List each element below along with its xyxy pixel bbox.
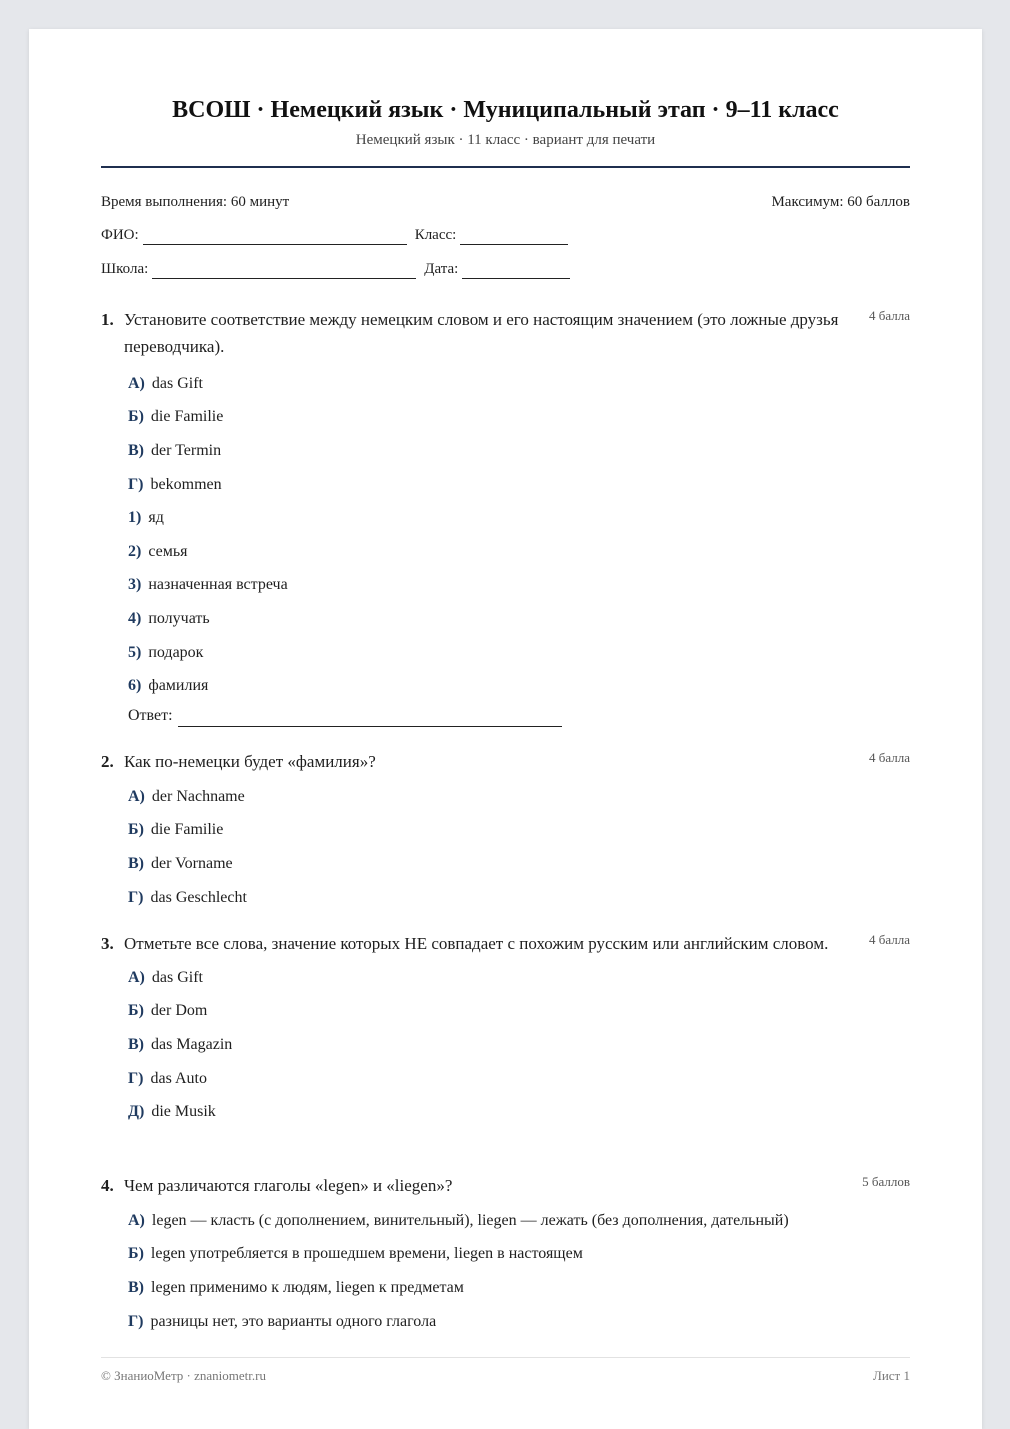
- class-label: Класс:: [414, 227, 457, 243]
- option-mark: 6): [128, 677, 142, 695]
- option-text: das Magazin: [151, 1035, 233, 1053]
- option-text: назначенная встреча: [148, 576, 288, 594]
- school-label: Школа:: [101, 261, 149, 277]
- option-text: das Gift: [151, 374, 203, 392]
- question-2: [101, 748, 910, 914]
- option-mark: А): [128, 1211, 145, 1229]
- option-mark: Г): [128, 888, 144, 906]
- option-text: семья: [148, 542, 188, 560]
- question-text: Установите соответствие между немецким словом и его настоящим значением (это ложные друзья переводчика).: [124, 310, 839, 356]
- option-mark: 1): [128, 509, 142, 527]
- option-mark: Г): [128, 475, 144, 493]
- option-text: das Geschlecht: [150, 888, 247, 906]
- date-label: Дата:: [424, 261, 459, 277]
- option-mark: А): [128, 787, 145, 805]
- option-mark: 4): [128, 609, 142, 627]
- option[interactable]: [128, 881, 910, 915]
- option-mark: 5): [128, 643, 142, 661]
- options-list: [128, 1204, 910, 1338]
- option-text: legen применимо к людям, liegen к предметам: [151, 1278, 464, 1296]
- option[interactable]: [128, 1271, 910, 1305]
- options-list: [128, 961, 910, 1129]
- option[interactable]: [128, 1204, 910, 1238]
- question-text: Отметьте все слова, значение которых НЕ совпадает с похожим русским или английским словом.: [124, 934, 829, 953]
- option[interactable]: [128, 669, 910, 703]
- question-header: [101, 1172, 910, 1199]
- option-mark: Б): [128, 821, 144, 839]
- option[interactable]: [128, 434, 910, 468]
- question-number: 4.: [101, 1176, 114, 1195]
- school-field[interactable]: [152, 263, 416, 279]
- options-list: [128, 780, 910, 914]
- option-text: der Dom: [150, 1002, 208, 1020]
- option[interactable]: [128, 814, 910, 848]
- option-text: получать: [148, 609, 210, 627]
- print-sheet: [29, 29, 982, 1429]
- footer-divider: [101, 1357, 910, 1358]
- option[interactable]: [128, 961, 910, 995]
- option-text: die Familie: [150, 821, 224, 839]
- question-points: 4 балла: [869, 750, 910, 765]
- option-text: разницы нет, это варианты одного глагола: [150, 1312, 437, 1330]
- question-header: [101, 748, 910, 775]
- option-mark: Б): [128, 408, 144, 426]
- option[interactable]: [128, 468, 910, 502]
- question-number: 2.: [101, 752, 114, 771]
- option[interactable]: [128, 501, 910, 535]
- fio-class-row: [101, 225, 576, 245]
- answer-label: Ответ:: [128, 706, 173, 724]
- class-field[interactable]: [460, 229, 568, 245]
- question-4: [101, 1172, 910, 1338]
- option-text: яд: [148, 509, 164, 527]
- header-divider: [101, 166, 910, 168]
- option-mark: Б): [128, 1002, 144, 1020]
- option[interactable]: [128, 602, 910, 636]
- question-number: 1.: [101, 310, 114, 329]
- question-points: 5 баллов: [862, 1174, 910, 1189]
- question-header: [101, 306, 910, 360]
- answer-row: [128, 705, 910, 727]
- option[interactable]: [128, 1028, 910, 1062]
- option-mark: Д): [128, 1103, 145, 1121]
- option-text: das Auto: [150, 1069, 207, 1087]
- meta-row: [101, 192, 910, 212]
- option-text: der Vorname: [151, 854, 233, 872]
- option-mark: 3): [128, 576, 142, 594]
- option-mark: Г): [128, 1069, 144, 1087]
- answer-field[interactable]: [178, 711, 562, 727]
- options-list: [128, 367, 910, 703]
- option-text: bekommen: [150, 475, 222, 493]
- option-mark: 2): [128, 542, 142, 560]
- question-1: [101, 306, 910, 727]
- option-mark: Б): [128, 1245, 144, 1263]
- option-mark: В): [128, 1278, 144, 1296]
- question-3: [101, 930, 910, 1129]
- fio-label: ФИО:: [101, 227, 139, 243]
- option[interactable]: [128, 1305, 910, 1339]
- question-text: Чем различаются глаголы «legen» и «liegen»?: [124, 1176, 453, 1195]
- option-text: подарок: [148, 643, 204, 661]
- question-header: [101, 930, 910, 957]
- page-footer: [101, 1367, 910, 1385]
- school-date-row: [101, 259, 578, 279]
- option[interactable]: [128, 780, 910, 814]
- option[interactable]: [128, 995, 910, 1029]
- option[interactable]: [128, 1062, 910, 1096]
- option[interactable]: [128, 636, 910, 670]
- option-mark: А): [128, 968, 145, 986]
- option[interactable]: [128, 1238, 910, 1272]
- option-text: der Termin: [151, 441, 222, 459]
- question-number: 3.: [101, 934, 114, 953]
- time-limit: Время выполнения: 60 минут: [101, 194, 290, 210]
- option-text: legen — класть (с дополнением, винительный), liegen — лежать (без дополнения, дательный): [151, 1211, 789, 1229]
- option[interactable]: [128, 847, 910, 881]
- footer-copyright: © ЗнаниоМетр · znaniometr.ru: [101, 1368, 266, 1383]
- option[interactable]: [128, 367, 910, 401]
- max-score: Максимум: 60 баллов: [771, 194, 910, 210]
- option[interactable]: [128, 401, 910, 435]
- option-mark: В): [128, 854, 144, 872]
- fio-field[interactable]: [143, 229, 407, 245]
- option[interactable]: [128, 535, 910, 569]
- option-mark: В): [128, 1035, 144, 1053]
- page-title: ВСОШ · Немецкий язык · Муниципальный этап · 9–11 класс: [172, 97, 839, 123]
- option-text: die Musik: [151, 1103, 216, 1121]
- option-text: das Gift: [151, 968, 203, 986]
- option-text: фамилия: [148, 677, 209, 695]
- page-number: Лист 1: [873, 1368, 910, 1383]
- option-mark: В): [128, 441, 144, 459]
- date-field[interactable]: [462, 263, 570, 279]
- page-subtitle: Немецкий язык · 11 класс · вариант для печати: [355, 132, 656, 148]
- question-points: 4 балла: [869, 932, 910, 947]
- option[interactable]: [128, 569, 910, 603]
- question-text: Как по-немецки будет «фамилия»?: [124, 752, 376, 771]
- option-mark: А): [128, 374, 145, 392]
- option-text: der Nachname: [151, 787, 245, 805]
- option[interactable]: [128, 1095, 910, 1129]
- option-mark: Г): [128, 1312, 144, 1330]
- option-text: legen употребляется в прошедшем времени, liegen в настоящем: [150, 1245, 583, 1263]
- option-text: die Familie: [150, 408, 224, 426]
- question-points: 4 балла: [869, 308, 910, 323]
